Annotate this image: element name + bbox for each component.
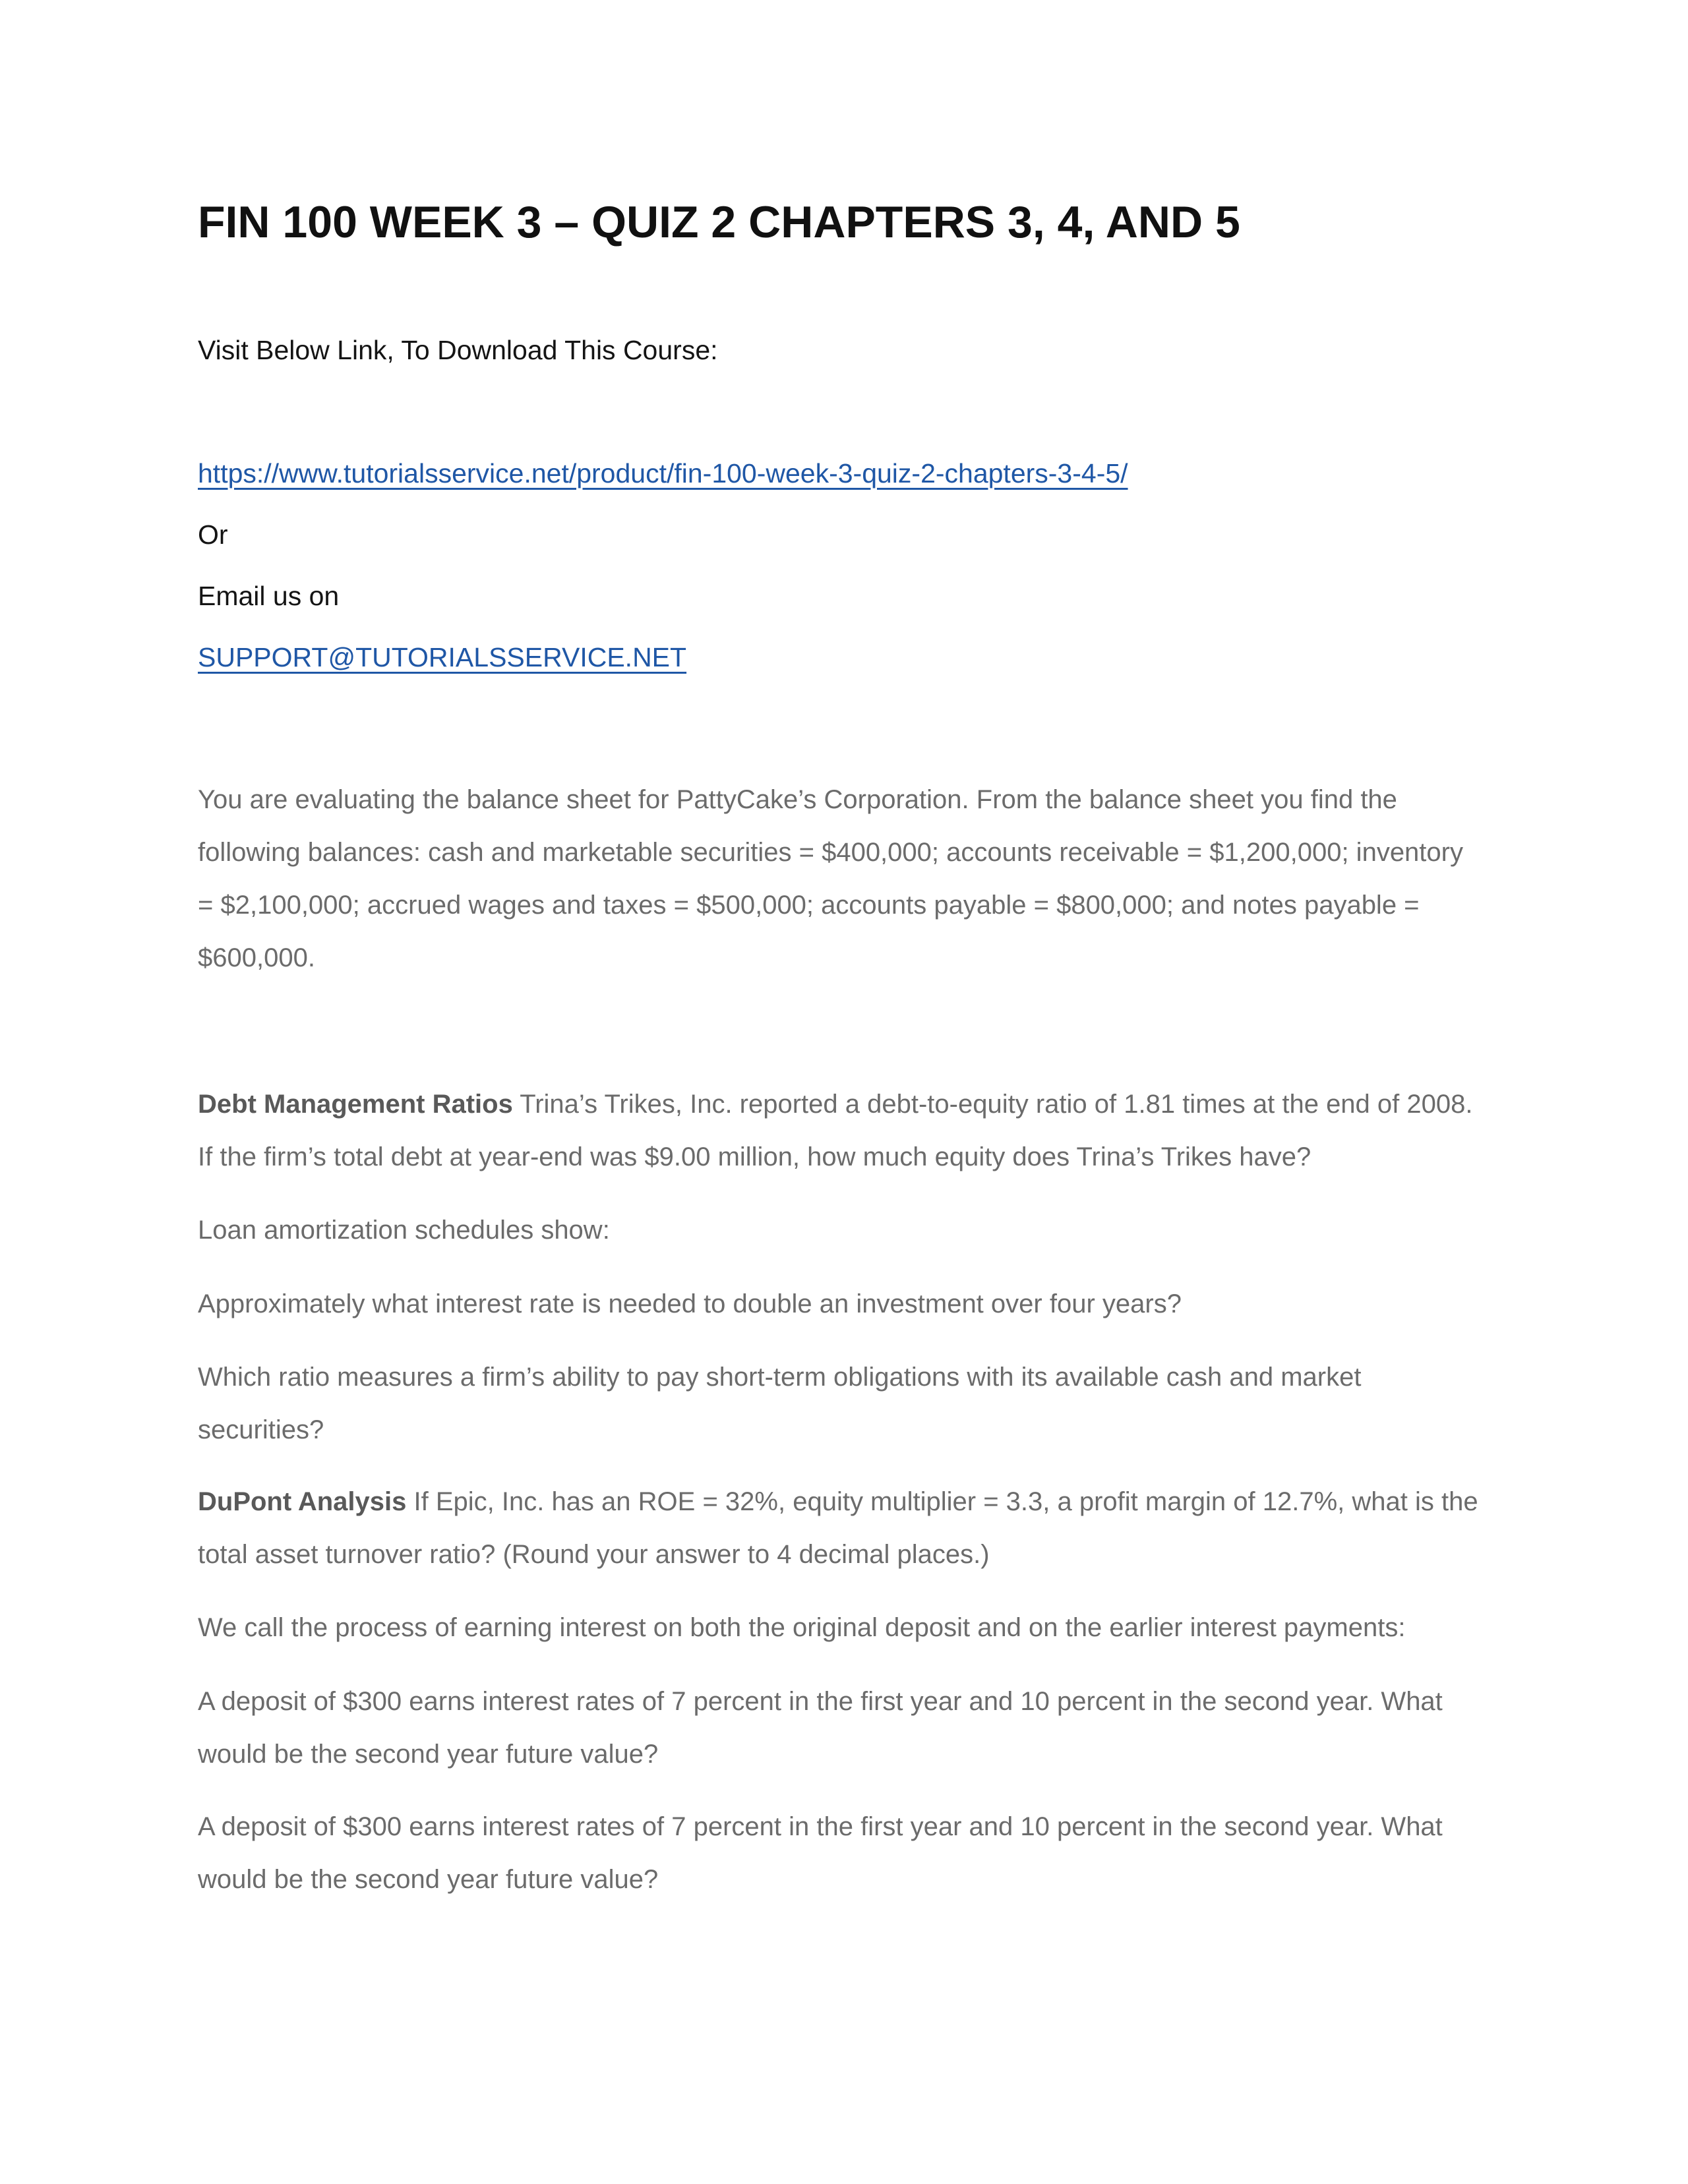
question-text: A deposit of $300 earns interest rates of 7 percent in the first year and 10 percent in the second year. What would be the second year future value? [198, 1687, 1443, 1769]
question-double-investment [198, 1278, 1484, 1330]
support-email-link[interactable]: SUPPORT@TUTORIALSSERVICE.NET [198, 642, 687, 672]
question-text: If Epic, Inc. has an ROE = 32%, equity multiplier = 3.3, a profit margin of 12.7%, what is the total asset turnover ratio? (Round your answer to 4 decimal places.) [198, 1487, 1478, 1569]
question-text: A deposit of $300 earns interest rates of 7 percent in the first year and 10 percent in the second year. What would be the second year future value? [198, 1812, 1443, 1894]
question-deposit-future-value [198, 1675, 1484, 1781]
question-deposit-future-value-repeat [198, 1800, 1484, 1906]
question-loan-amortization [198, 1204, 1484, 1256]
support-email-line [198, 639, 686, 676]
document-title: FIN 100 WEEK 3 – QUIZ 2 CHAPTERS 3, 4, AND 5 [198, 197, 1240, 247]
download-intro: Visit Below Link, To Download This Course: [198, 335, 718, 365]
question-text: We call the process of earning interest on both the original deposit and on the earlier interest payments: [198, 1613, 1406, 1642]
course-download-link[interactable]: https://www.tutorialsservice.net/product/fin-100-week-3-quiz-2-chapters-3-4-5/ [198, 458, 1128, 488]
question-dupont-analysis [198, 1475, 1484, 1581]
course-link-line [198, 455, 1128, 492]
question-text: Loan amortization schedules show: [198, 1216, 610, 1245]
question-debt-management [198, 1078, 1484, 1183]
or-text: Or [198, 519, 228, 550]
question-liquidity-ratio [198, 1351, 1484, 1456]
question-compounding [198, 1601, 1484, 1654]
question-balance-sheet [198, 773, 1484, 984]
email-prompt: Email us on [198, 581, 340, 611]
question-text: Which ratio measures a firm’s ability to pay short-term obligations with its available cash and market securities? [198, 1363, 1362, 1444]
question-lead: Debt Management Ratios [198, 1090, 513, 1119]
question-text: Trina’s Trikes, Inc. reported a debt-to-equity ratio of 1.81 times at the end of 2008. If the firm’s total debt at year-end was $9.00 million, how much equity does Trina’s Trikes have? [198, 1090, 1473, 1171]
question-lead: DuPont Analysis [198, 1487, 407, 1516]
question-text: You are evaluating the balance sheet for PattyCake’s Corporation. From the balance sheet you find the following balances: cash and marketable securities = $400,000; accounts receivable = $1,200,000; inventory = $2,100,000; accrued wages and taxes = $500,000; accounts payable = $800,000; and notes payable = $600,000. [198, 785, 1463, 972]
question-text: Approximately what interest rate is needed to double an investment over four years? [198, 1289, 1182, 1318]
